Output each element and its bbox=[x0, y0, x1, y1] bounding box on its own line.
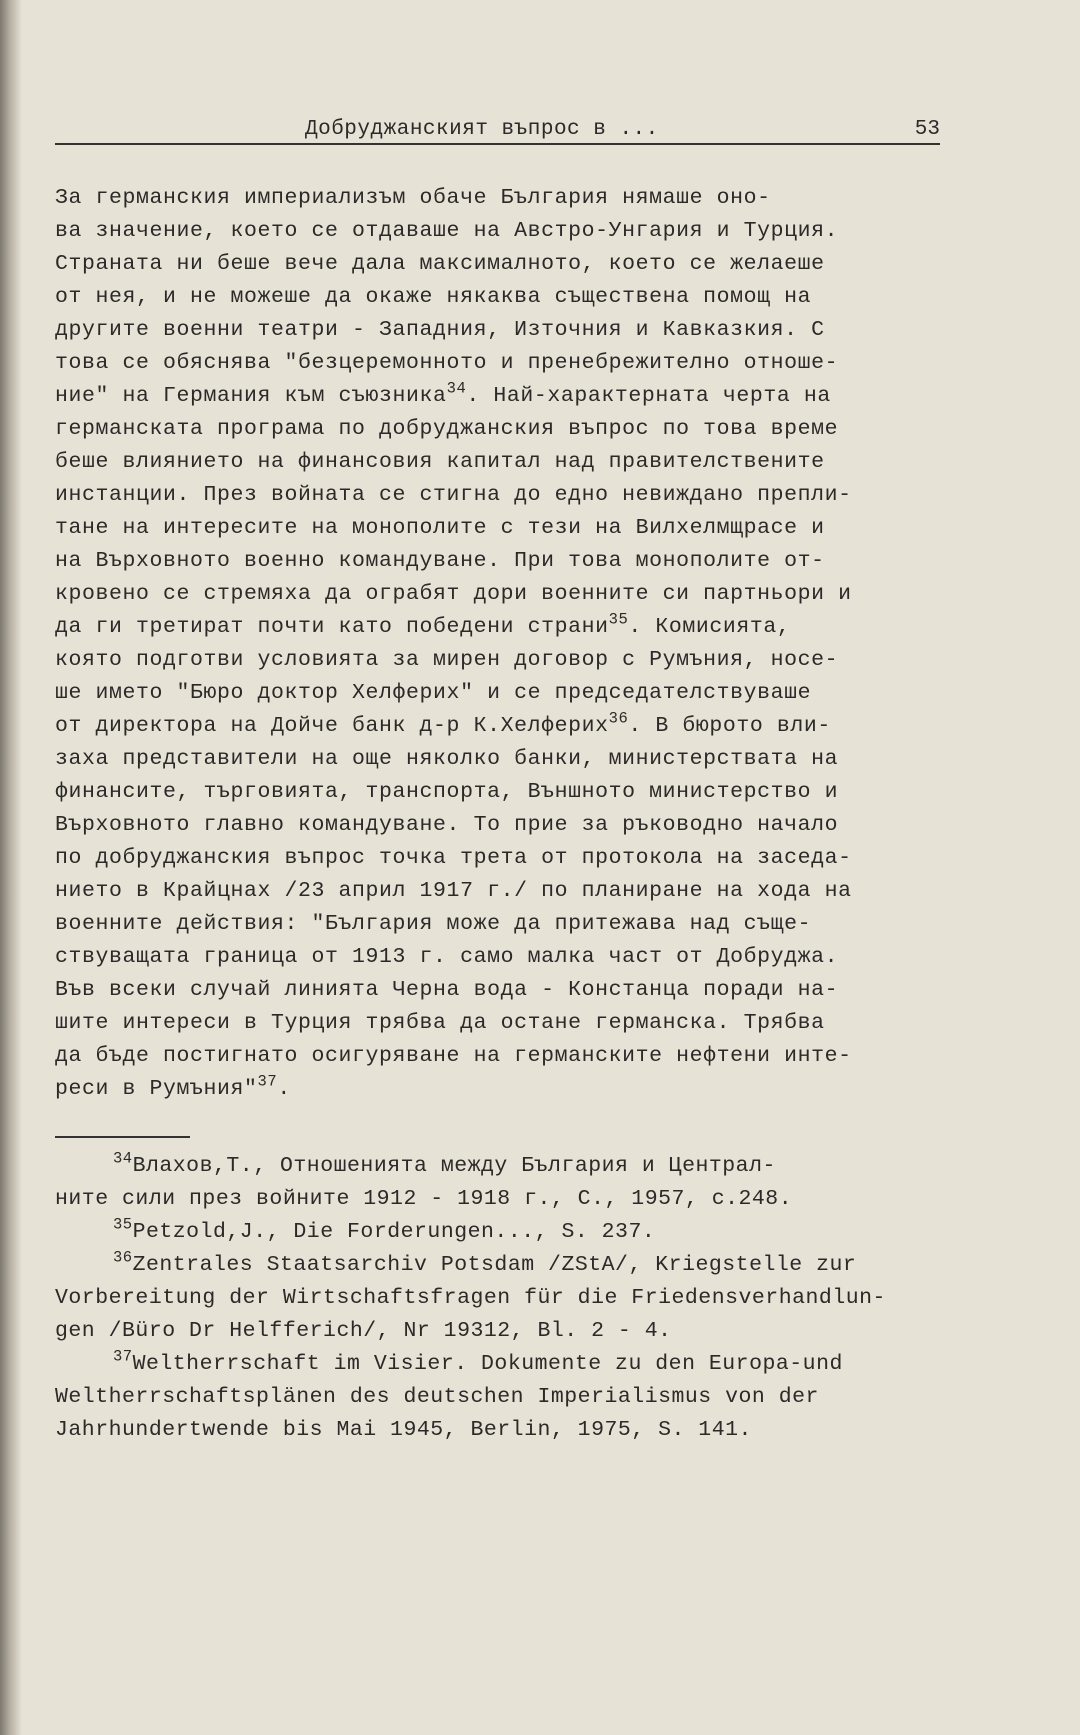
text-segment: . bbox=[277, 1077, 291, 1101]
text-line bbox=[55, 380, 940, 413]
text-line: За германския империализъм обаче България нямаше оно- bbox=[55, 186, 771, 210]
text-line bbox=[55, 677, 940, 710]
text-line: военните действия: "България може да притежава над съще- bbox=[55, 912, 812, 936]
text-line: шите интереси в Турция трябва да остане германска. Трябва bbox=[55, 1011, 825, 1035]
text-line: Във всеки случай линията Черна вода - Констанца поради на- bbox=[55, 978, 839, 1002]
footnote-reference: 37 bbox=[257, 1072, 278, 1091]
footnote-text: ните сили през войните 1912 - 1918 г., С., 1957, с.248. bbox=[55, 1187, 793, 1211]
text-segment: реси в Румъния" bbox=[55, 1077, 258, 1101]
text-line bbox=[55, 1073, 940, 1106]
text-segment: . Комисията, bbox=[628, 615, 791, 639]
footnote-reference: 36 bbox=[608, 709, 629, 728]
footnote-line bbox=[55, 1216, 940, 1249]
text-line: заха представители на още няколко банки, министерствата на bbox=[55, 747, 839, 771]
text-line: нието в Крайцнах /23 април 1917 г./ по планиране на хода на bbox=[55, 879, 852, 903]
footnote-line bbox=[55, 1183, 940, 1216]
footnote-text: Vorbereitung der Wirtschaftsfragen für die Friedensverhandlun- bbox=[55, 1286, 886, 1310]
text-line bbox=[55, 611, 940, 644]
text-segment: от директора на Дойче банк д-р К.Хелферих bbox=[55, 714, 609, 738]
text-line: по добруджанския въпрос точка трета от протокола на заседа- bbox=[55, 846, 852, 870]
text-segment: ше името "Бюро доктор Хелферих" и се председателствуваше bbox=[55, 681, 812, 705]
footnote-text: Weltherrschaftsplänen des deutschen Imperialismus von der bbox=[55, 1385, 819, 1409]
text-line: тане на интересите на монополите с тези на Вилхелмщрасе и bbox=[55, 516, 825, 540]
running-title: Добруджанският въпрос в ... bbox=[305, 118, 659, 141]
footnotes bbox=[55, 1150, 940, 1447]
footnote-text: gen /Büro Dr Helfferich/, Nr 19312, Bl. 2 - 4. bbox=[55, 1319, 672, 1343]
footnote-text: Jahrhundertwende bis Mai 1945, Berlin, 1975, S. 141. bbox=[55, 1418, 752, 1442]
text-line: ствуващата граница от 1913 г. само малка част от Добруджа. bbox=[55, 945, 839, 969]
text-line: германската програма по добруджанския въпрос по това време bbox=[55, 417, 839, 441]
footnote-marker: 36 bbox=[113, 1248, 133, 1267]
text-line: която подготви условията за мирен договор с Румъния, носе- bbox=[55, 648, 839, 672]
footnote-line bbox=[55, 1381, 940, 1414]
running-header bbox=[55, 117, 940, 145]
footnote-text: Weltherrschaft im Visier. Dokumente zu den Europa-und bbox=[132, 1352, 843, 1376]
text-line: другите военни театри - Западния, Източния и Кавказкия. С bbox=[55, 318, 825, 342]
text-line bbox=[55, 710, 940, 743]
text-line: Върховното главно командуване. То прие за ръководно начало bbox=[55, 813, 839, 837]
footnote-marker: 34 bbox=[113, 1149, 133, 1168]
text-line: ва значение, което се отдаваше на Австро-Унгария и Турция. bbox=[55, 219, 839, 243]
footnote-text: Zentrales Staatsarchiv Potsdam /ZStA/, Kriegstelle zur bbox=[132, 1253, 857, 1277]
footnote-separator bbox=[55, 1136, 190, 1138]
text-segment: ние" на Германия към съюзника bbox=[55, 384, 447, 408]
page-number: 53 bbox=[914, 118, 940, 141]
text-segment: да ги третират почти като победени страни bbox=[55, 615, 609, 639]
text-line: Страната ни беше вече дала максималното, което се желаеше bbox=[55, 252, 825, 276]
text-line: на Върховното военно командуване. При това монополите от- bbox=[55, 549, 825, 573]
main-text bbox=[55, 182, 940, 1106]
footnote-text: Влахов,Т., Отношенията между България и Централ- bbox=[132, 1154, 776, 1178]
footnote-line bbox=[55, 1282, 940, 1315]
text-line: беше влиянието на финансовия капитал над правителствените bbox=[55, 450, 825, 474]
footnote-line bbox=[55, 1414, 940, 1447]
footnote-marker: 37 bbox=[113, 1347, 133, 1366]
text-line: това се обяснява "безцеремонното и пренебрежително отноше- bbox=[55, 351, 839, 375]
footnote-line bbox=[55, 1348, 940, 1381]
text-line: кровено се стремяха да ограбят дори военните си партньори и bbox=[55, 582, 852, 606]
text-segment: . Най-характерната черта на bbox=[466, 384, 831, 408]
footnote-reference: 34 bbox=[446, 379, 467, 398]
text-line: да бъде постигнато осигуряване на германските нефтени инте- bbox=[55, 1044, 852, 1068]
footnote-reference: 35 bbox=[608, 610, 629, 629]
footnote-line bbox=[55, 1249, 940, 1282]
footnote-line bbox=[55, 1150, 940, 1183]
text-line: финансите, търговията, транспорта, Външното министерство и bbox=[55, 780, 839, 804]
text-segment: . В бюрото вли- bbox=[628, 714, 831, 738]
footnote-text: Petzold,J., Die Forderungen..., S. 237. bbox=[132, 1220, 656, 1244]
footnote-line bbox=[55, 1315, 940, 1348]
footnote-marker: 35 bbox=[113, 1215, 133, 1234]
text-line: от нея, и не можеше да окаже някаква съществена помощ на bbox=[55, 285, 812, 309]
text-line: инстанции. През войната се стигна до едно невиждано препли- bbox=[55, 483, 852, 507]
